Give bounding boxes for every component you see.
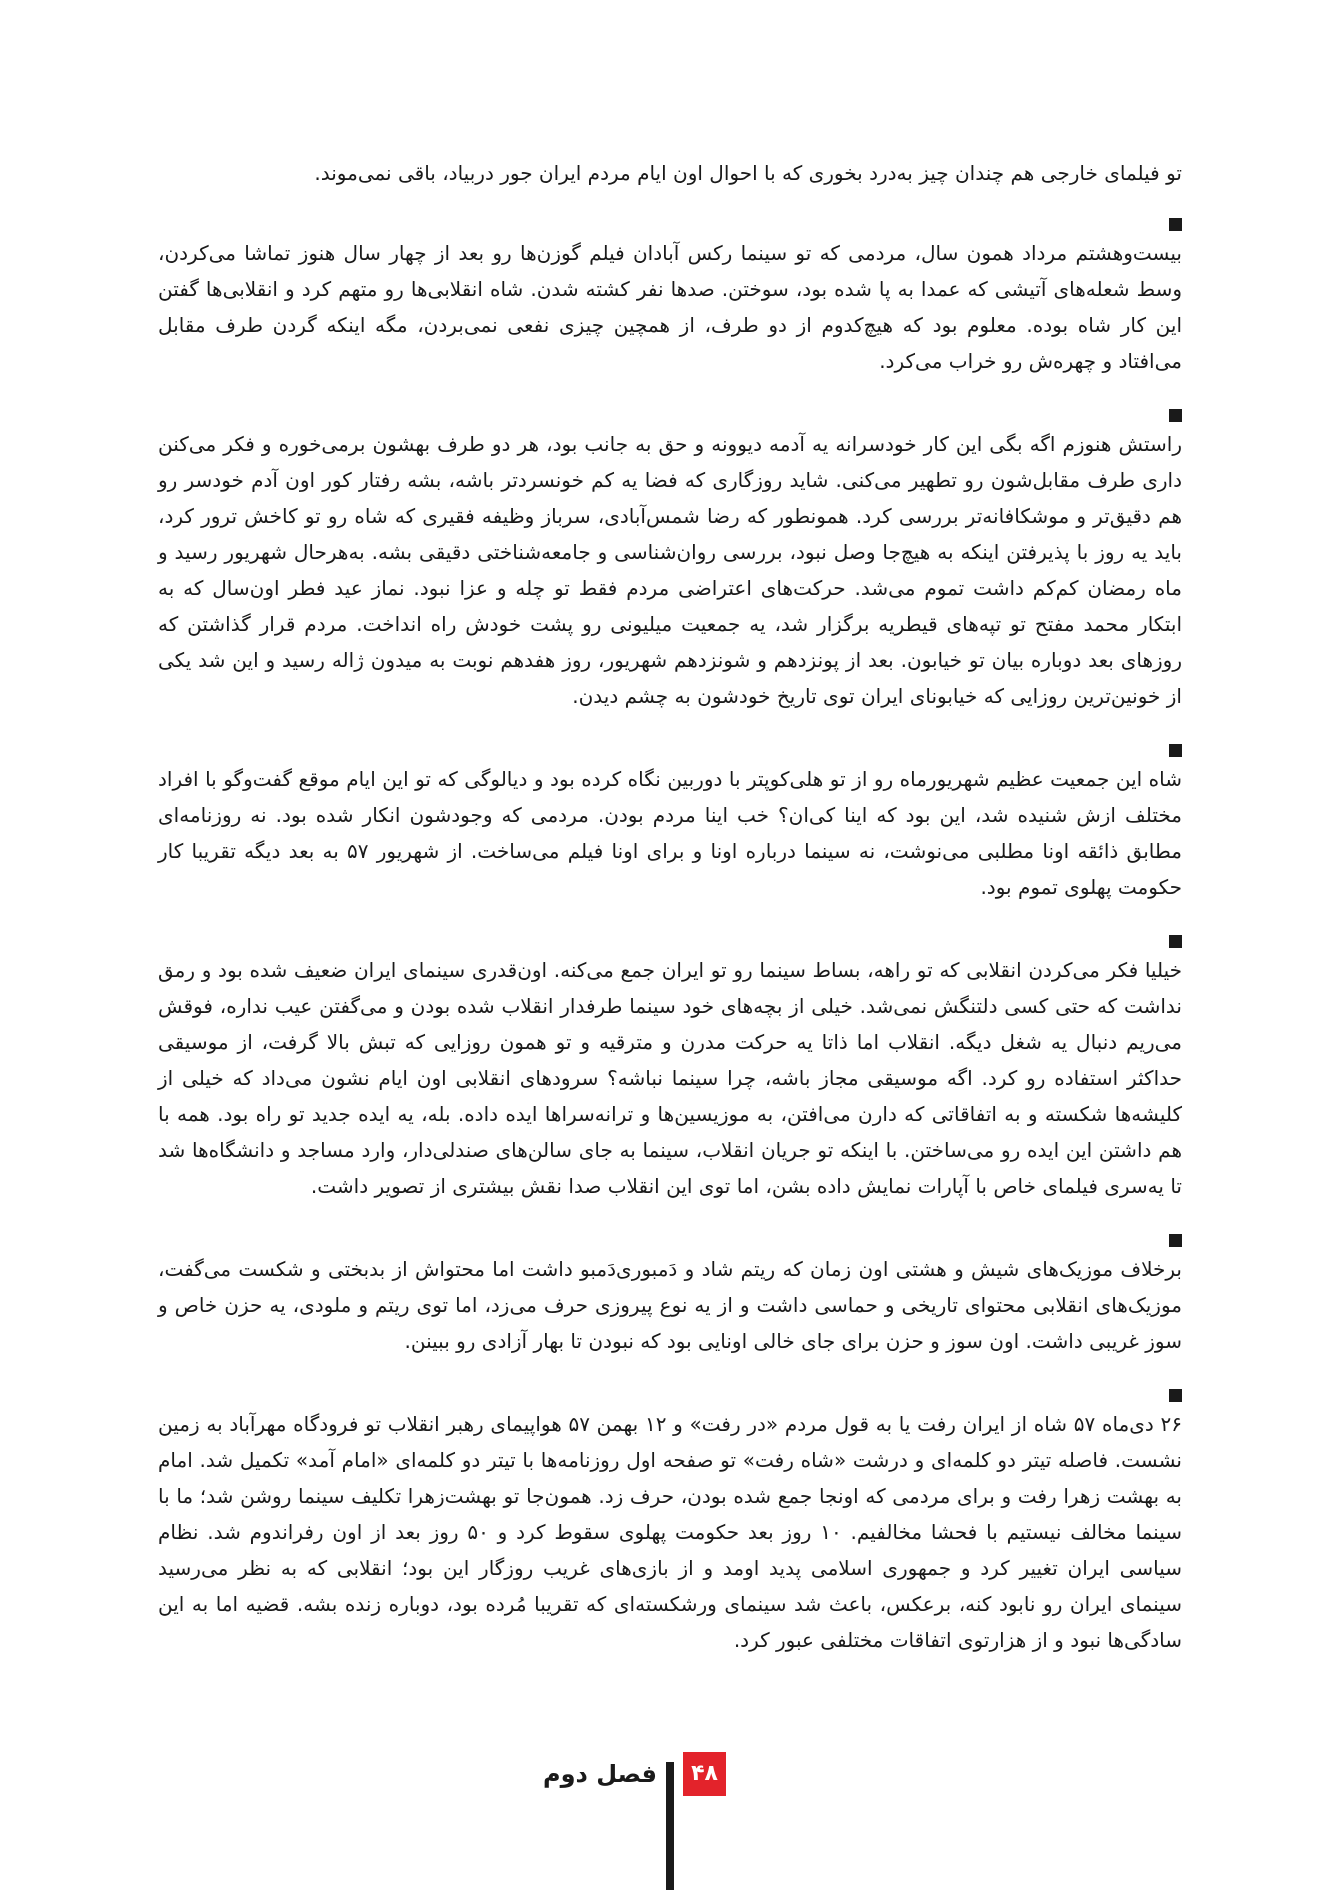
chapter-title: فصل دوم xyxy=(543,1760,657,1788)
footer-divider xyxy=(666,1762,674,1890)
body-paragraph: شاه این جمعیت عظیم شهریورماه رو از تو هلی‌کوپتر با دوربین نگاه کرده بود و دیالوگی که تو این ایام موقع گفت‌وگو با افراد مختلف ازش شنیده شد، این بود که اینا کی‌ان؟ خب اینا مردم بودن. مردمی که وجودشون انکار شده بود. نه روزنامه‌ای مطابق ذائقه اونا مطلبی می‌نوشت، نه سینما درباره اونا و برای اونا فیلم می‌ساخت. از شهریور ۵۷ به بعد دیگه تقریبا کار حکومت پهلوی تموم بود. xyxy=(158,767,1182,899)
body-paragraph: خیلیا فکر می‌کردن انقلابی که تو راهه، بساط سینما رو تو ایران جمع می‌کنه. اون‌قدری سینمای ایران ضعیف شده بود و رمق نداشت که حتی کسی دلتنگش نمی‌شد. خیلی از بچه‌های خود سینما طرفدار انقلاب شده بودن و می‌گفتن عیب نداره، فوقش می‌ریم دنبال یه شغل دیگه. انقلاب اما ذاتا یه حرکت مدرن و مترقیه و تو همون روزایی که تبش بالا گرفت، از موسیقی حداکثر استفاده رو کرد. اگه موسیقی مجاز باشه، چرا سینما نباشه؟ سرودهای انقلابی اون ایام نشون می‌داد که خیلی از کلیشه‌ها شکسته و به اتفاقاتی که دارن می‌افتن، به موزیسین‌ها و ترانه‌سراها ایده داده. بله، یه ایده جدید تو راه بود. همه با هم داشتن این ایده رو می‌ساختن. با اینکه تو جریان انقلاب، سینما به جای سالن‌های صندلی‌دار، وارد مساجد و دانشگاه‌ها شد تا یه‌سری فیلمای خاص با آپارات نمایش داده بشن، اما توی این انقلاب صدا نقش بیشتری از تصویر داشت. xyxy=(158,958,1182,1198)
square-bullet-icon xyxy=(1169,409,1182,422)
page-body xyxy=(158,156,1182,1688)
body-paragraph: برخلاف موزیک‌های شیش و هشتی اون زمان که ریتم شاد و دَمبوری‌دَمبو داشت اما محتواش از بدبختی و شکست می‌گفت، موزیک‌های انقلابی محتوای تاریخی و حماسی داشت و از یه نوع پیروزی حرف می‌زد، اما توی ریتم و ملودی، یه حزن خاص و سوز غریبی داشت. اون سوز و حزن برای جای خالی اونایی بود که نبودن تا بهار آزادی رو ببینن. xyxy=(158,1257,1182,1353)
page-number: ۴۸ xyxy=(683,1752,726,1796)
section xyxy=(158,1389,1182,1658)
body-paragraph: بیست‌وهشتم مرداد همون سال، مردمی که تو سینما رکس آبادان فیلم گوزن‌ها رو بعد از چهار سال هنوز تماشا می‌کردن، وسط شعله‌های آتیشی که عمدا به پا شده بود، سوختن. صدها نفر کشته شدن. شاه انقلابی‌ها رو متهم کرد و انقلابی‌ها گفتن این کار شاه بوده. معلوم بود که هیچ‌کدوم از دو طرف، از همچین چیزی نفعی نمی‌بردن، مگه اینکه گردن طرف مقابل می‌افتاد و چهره‌ش رو خراب می‌کرد. xyxy=(158,241,1182,373)
lead-paragraph: تو فیلمای خارجی هم چندان چیز به‌درد بخوری که با احوال اون ایام مردم ایران جور دربیاد، باقی نمی‌موند. xyxy=(314,161,1182,185)
section xyxy=(158,409,1182,714)
body-paragraph: ۲۶ دی‌ماه ۵۷ شاه از ایران رفت یا به قول مردم «در رفت» و ۱۲ بهمن ۵۷ هواپیمای رهبر انقلاب تو فرودگاه مهرآباد به زمین نشست. فاصله تیتر دو کلمه‌ای و درشت «شاه رفت» تو صفحه اول روزنامه‌ها با تیتر دو کلمه‌ای «امام آمد» تکمیل شد. امام به بهشت زهرا رفت و برای مردمی که اونجا جمع شده بودن، حرف زد. همون‌جا تو بهشت‌زهرا تکلیف سینما روشن شد؛ ما با سینما مخالف نیستیم با فحشا مخالفیم. ۱۰ روز بعد حکومت پهلوی سقوط کرد و ۵۰ روز بعد از اون رفراندوم شد. نظام سیاسی ایران تغییر کرد و جمهوری اسلامی پدید اومد و از بازی‌های غریب روزگار این بود؛ انقلابی که به نظر می‌رسید سینمای ایران رو نابود کنه، برعکس، باعث شد سینمای ورشکسته‌ای که تقریبا مُرده بود، دوباره زنده بشه. قضیه اما به این سادگی‌ها نبود و از هزارتوی اتفاقات مختلفی عبور کرد. xyxy=(158,1412,1183,1652)
body-paragraph: راستش هنوزم اگه بگی این کار خودسرانه یه آدمه دیوونه و حق به جانب بود، هر دو طرف بهشون برمی‌خوره و فکر می‌کنن داری طرف مقابل‌شون رو تطهیر می‌کنی. شاید روزگاری که فضا یه کم خونسردتر باشه، بشه رفتار کور اون آدم خودسر رو هم دقیق‌تر و موشکافانه‌تر بررسی کرد. همونطور که رضا شمس‌آبادی، سرباز وظیفه فقیری که شاه رو تو کاخش ترور کرد، باید یه روز با پذیرفتن اینکه به هیچ‌جا وصل نبود، بررسی روان‌شناسی و جامعه‌شناختی دقیقی بشه. به‌هرحال شهریور رسید و ماه رمضان کم‌کم داشت تموم می‌شد. حرکت‌های اعتراضی مردم فقط تو چله و عزا نبود. نماز عید فطر اون‌سال که به ابتکار محمد مفتح تو تپه‌های قیطریه برگزار شد، یه جمعیت میلیونی رو پشت خودش راه انداخت. مردم قرار گذاشتن که روزهای بعد دوباره بیان تو خیابون. بعد از پونزدهم و شونزدهم شهریور، روز هفدهم نوبت به میدون ژاله رسید و این شد یکی از خونین‌ترین روزایی که خیابونای ایران توی تاریخ خودشون به چشم دیدن. xyxy=(158,432,1182,708)
square-bullet-icon xyxy=(1169,218,1182,231)
square-bullet-icon xyxy=(1169,1234,1182,1247)
section xyxy=(158,1234,1182,1359)
section xyxy=(158,744,1182,905)
section xyxy=(158,218,1182,379)
section xyxy=(158,935,1182,1204)
square-bullet-icon xyxy=(1169,935,1182,948)
square-bullet-icon xyxy=(1169,1389,1182,1402)
square-bullet-icon xyxy=(1169,744,1182,757)
